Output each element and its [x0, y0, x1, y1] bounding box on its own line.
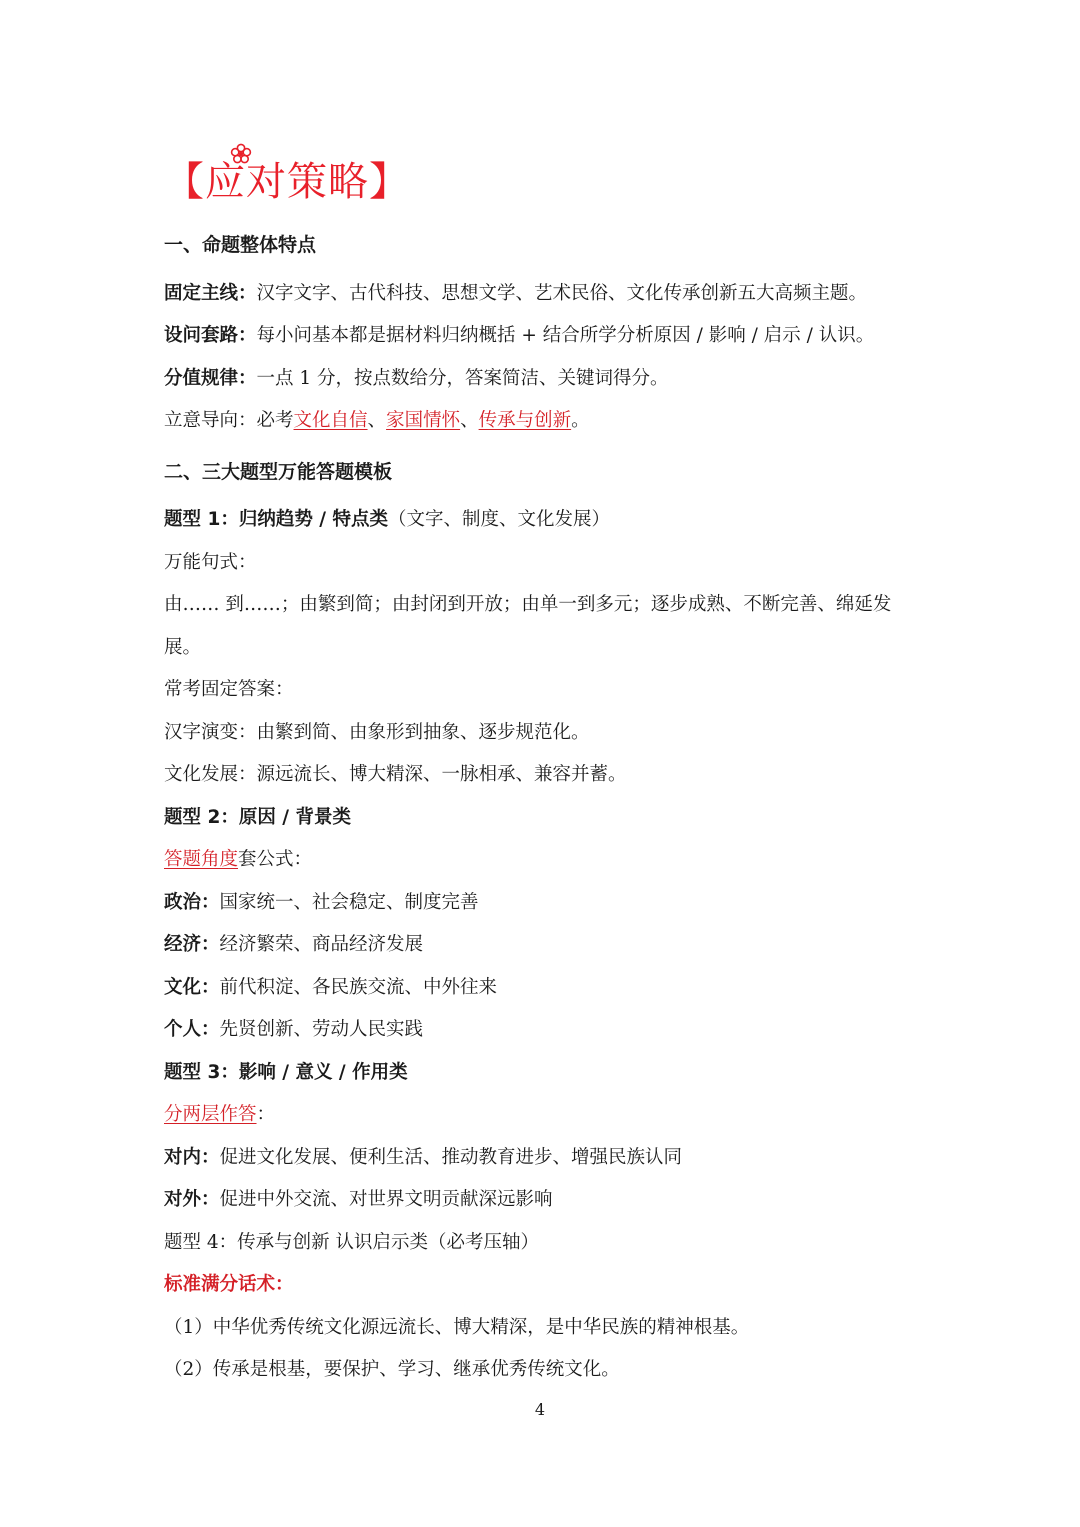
- item-score-rule: [164, 366, 944, 392]
- row-text: 先贤创新、劳动人民实践: [219, 1019, 424, 1040]
- keyword-inherit-innovate: 传承与创新: [478, 410, 572, 431]
- type3-layer: [164, 1102, 944, 1128]
- item-label: 设问套路：: [164, 325, 257, 346]
- row-label: 对内：: [164, 1147, 220, 1168]
- row-label: 政治：: [164, 892, 220, 913]
- type1-note: （文字、制度、文化发展）: [387, 509, 610, 530]
- type1-formula-label: 万能句式：: [164, 552, 257, 573]
- row-label: 文化：: [164, 977, 220, 998]
- flower-icon: [230, 143, 252, 165]
- item-text: 汉字文字、古代科技、思想文学、艺术民俗、文化传承创新五大高频主题。: [256, 283, 868, 304]
- type2-row-culture: [164, 975, 944, 1001]
- type1-formula-line2: 展。: [164, 637, 202, 658]
- item-fixed-mainline: [164, 281, 944, 307]
- row-text: 国家统一、社会稳定、制度完善: [219, 892, 479, 913]
- item-end: 。: [571, 410, 590, 431]
- type4-label: 标准满分话术：: [164, 1274, 294, 1295]
- item-orientation: [164, 408, 944, 434]
- separator: 、: [367, 410, 387, 431]
- section2-heading: 二、三大题型万能答题模板: [164, 461, 393, 483]
- type2-row-economy: [164, 932, 944, 958]
- item-prefix: 必考: [256, 410, 294, 431]
- row-text: 促进文化发展、便利生活、推动教育进步、增强民族认同: [219, 1147, 683, 1168]
- separator: 、: [460, 410, 479, 431]
- type1-title-text: 题型 1：归纳趋势 / 特点类: [164, 509, 388, 530]
- type2-title: 题型 2：原因 / 背景类: [164, 807, 351, 828]
- type1-formula-line1: 由…… 到……；由繁到简；由封闭到开放；由单一到多元；逐步成熟、不断完善、绵延发: [164, 594, 892, 615]
- type4-title: 题型 4：传承与创新 认识启示类（必考压轴）: [164, 1232, 540, 1253]
- row-text: 前代积淀、各民族交流、中外往来: [219, 977, 498, 998]
- item-text: 一点 1 分，按点数给分，答案简洁、关键词得分。: [256, 368, 669, 389]
- row-label: 个人：: [164, 1019, 220, 1040]
- type2-angle-keyword: 答题角度: [164, 849, 239, 870]
- type4-point-1: （1）中华优秀传统文化源远流长、博大精深，是中华民族的精神根基。: [164, 1317, 750, 1338]
- row-label: 经济：: [164, 934, 220, 955]
- row-text: 促进中外交流、对世界文明贡献深远影响: [219, 1189, 553, 1210]
- type3-layer-rest: ：: [256, 1104, 276, 1125]
- type1-fixed-2: 文化发展：源远流长、博大精深、一脉相承、兼容并蓄。: [164, 764, 627, 785]
- header-title: 【应对策略】: [164, 159, 410, 205]
- keyword-patriotism: 家国情怀: [386, 410, 461, 431]
- type2-row-individual: [164, 1017, 944, 1043]
- page-number: 4: [534, 1400, 546, 1419]
- type3-title: 题型 3：影响 / 意义 / 作用类: [164, 1062, 408, 1083]
- section1-heading: 一、命题整体特点: [164, 234, 317, 256]
- type3-layer-keyword: 分两层作答: [164, 1104, 257, 1125]
- item-label: 固定主线：: [164, 283, 257, 304]
- item-label: 立意导向：: [164, 410, 257, 431]
- row-label: 对外：: [164, 1189, 220, 1210]
- item-question-pattern: [164, 323, 944, 349]
- type1-fixed-label: 常考固定答案：: [164, 679, 294, 700]
- type3-row-external: [164, 1187, 944, 1213]
- row-text: 经济繁荣、商品经济发展: [219, 934, 424, 955]
- keyword-cultural-confidence: 文化自信: [293, 410, 368, 431]
- type2-angle-rest: 套公式：: [238, 849, 313, 870]
- type3-row-internal: [164, 1145, 944, 1171]
- type2-row-politics: [164, 890, 944, 916]
- type2-angle: [164, 847, 944, 873]
- type1-fixed-1: 汉字演变：由繁到简、由象形到抽象、逐步规范化。: [164, 722, 590, 743]
- item-text: 每小问基本都是据材料归纳概括 + 结合所学分析原因 / 影响 / 启示 / 认识。: [256, 325, 875, 346]
- type4-point-2: （2）传承是根基，要保护、学习、继承优秀传统文化。: [164, 1359, 620, 1380]
- item-label: 分值规律：: [164, 368, 257, 389]
- type1-title: [164, 507, 944, 533]
